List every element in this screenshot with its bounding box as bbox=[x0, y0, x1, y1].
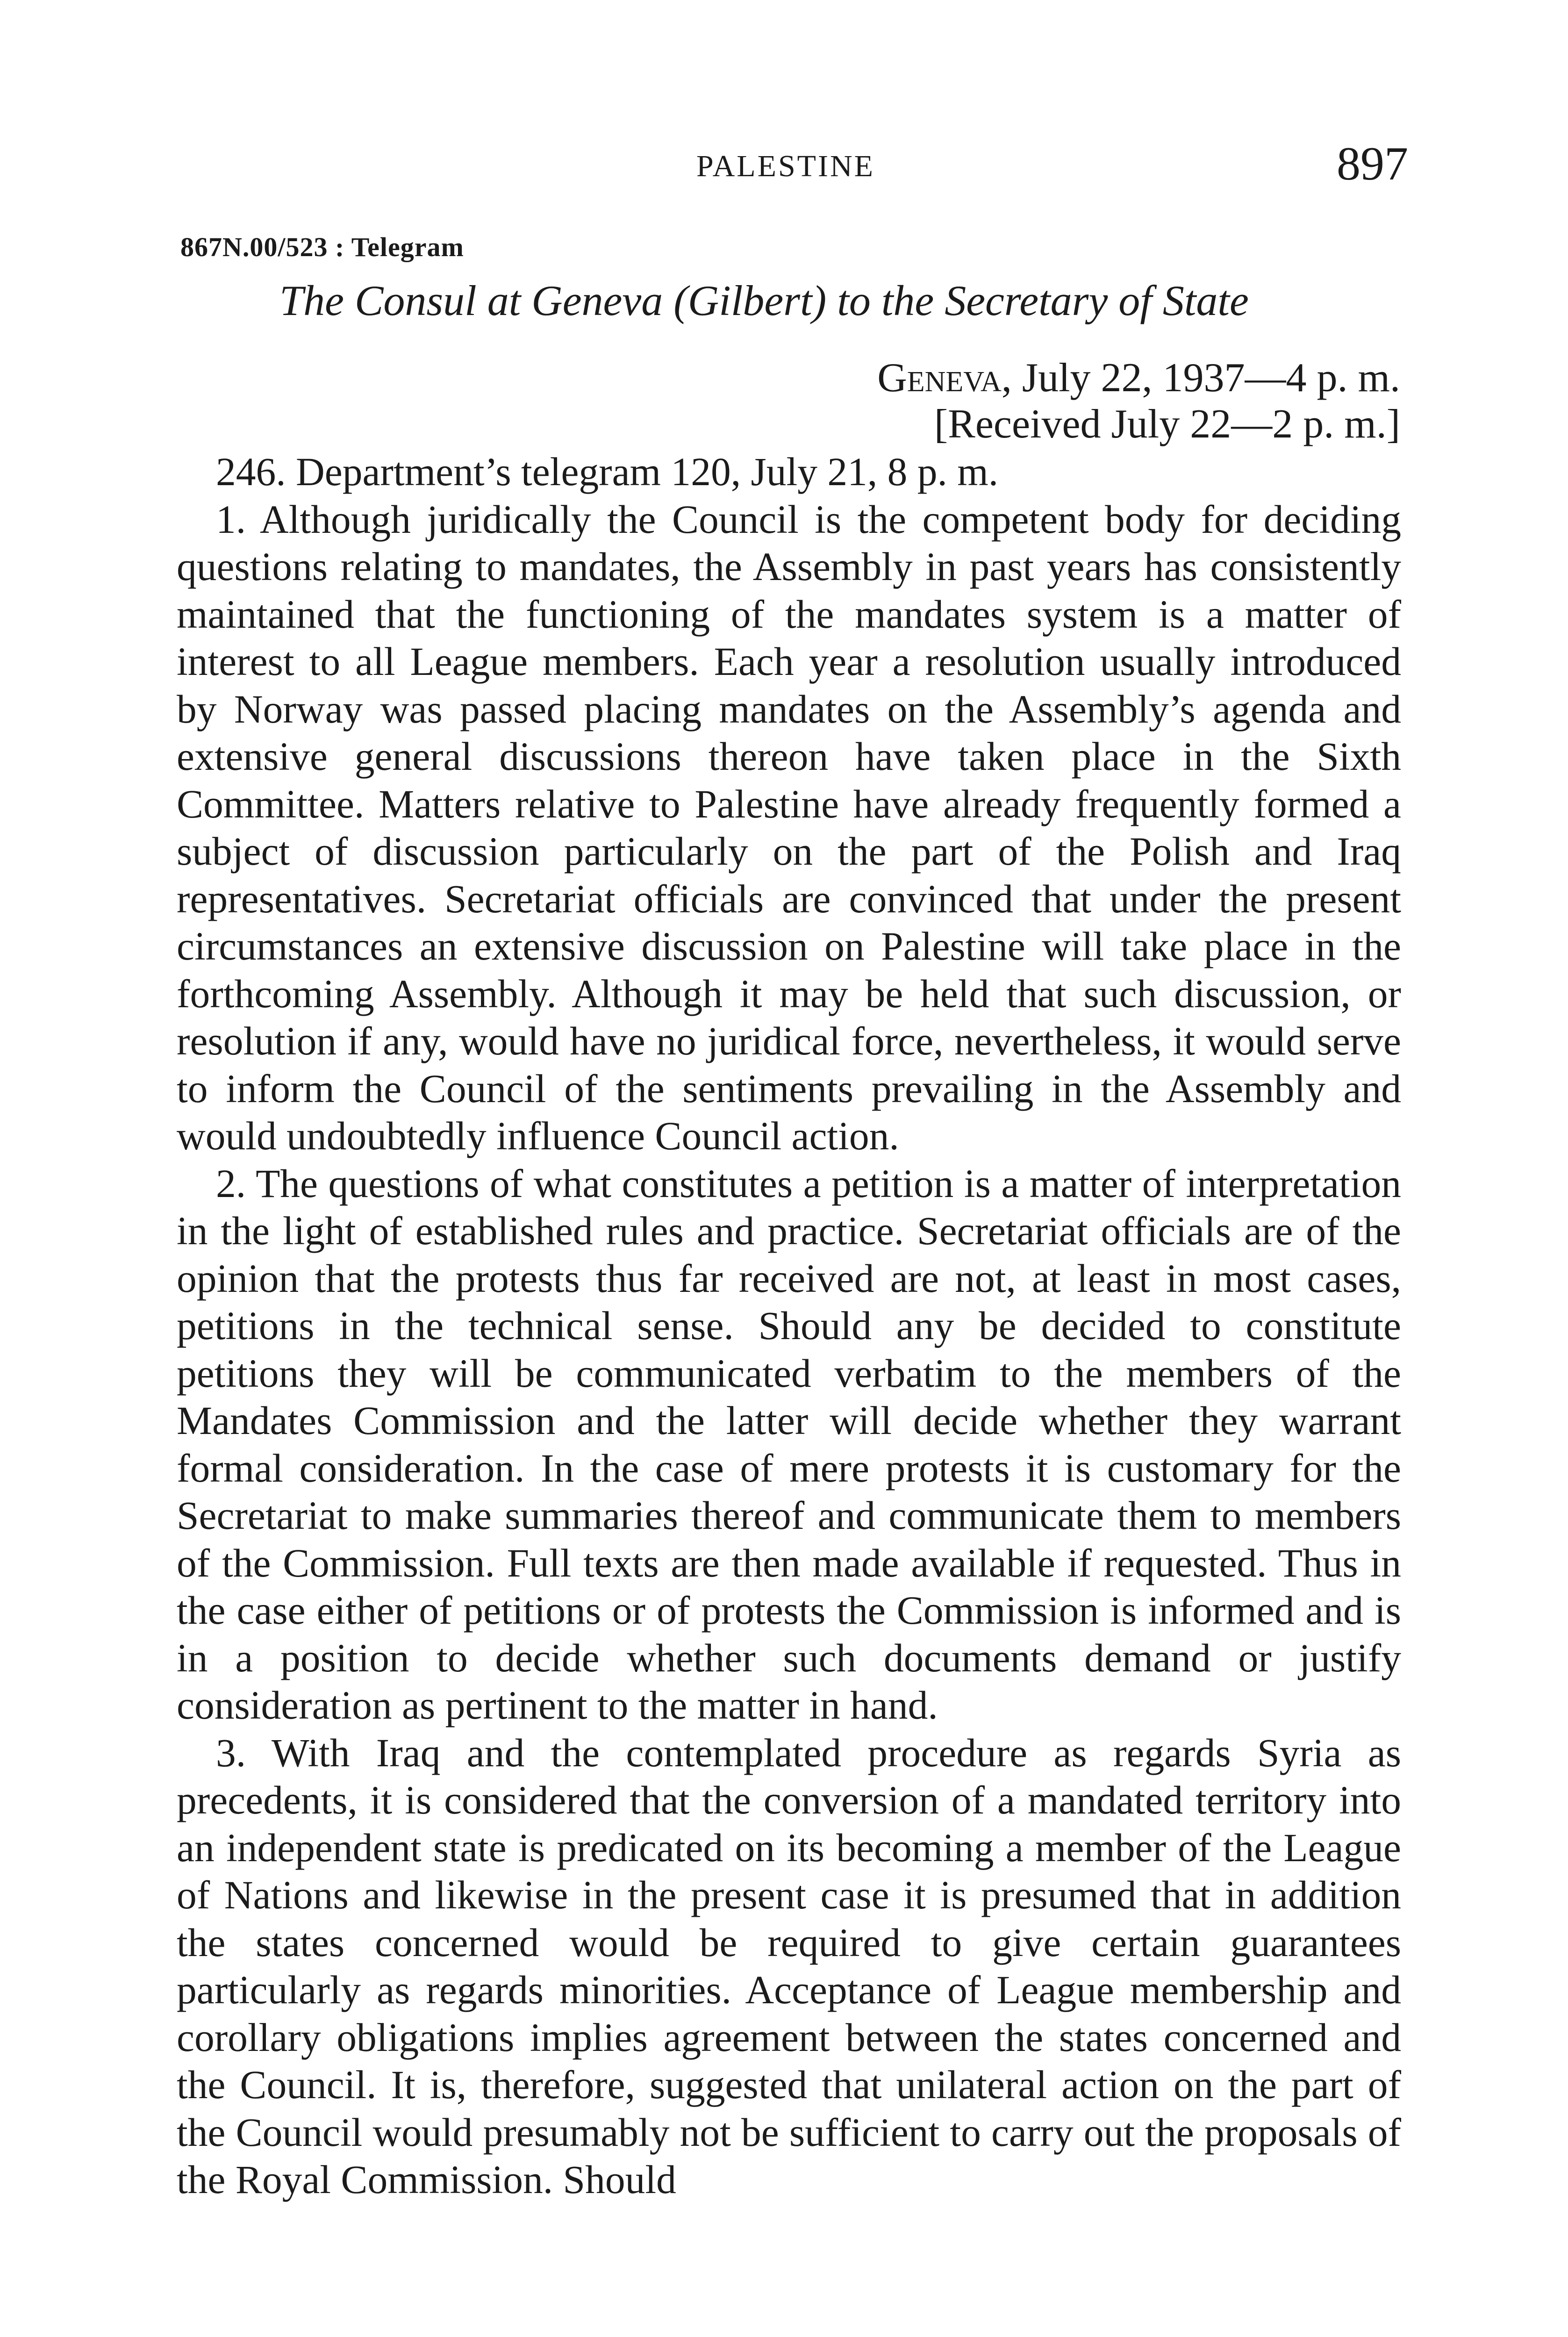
file-reference: 867N.00/523 : Telegram bbox=[180, 232, 464, 262]
paragraph-reference: 246. Department’s telegram 120, July 21, 8 p. m. bbox=[216, 450, 999, 494]
document-title: The Consul at Geneva (Gilbert) to the Secretary of State bbox=[279, 277, 1249, 324]
dateline-date: , July 22, 1937—4 p. m. bbox=[1001, 355, 1400, 401]
received-line: [Received July 22—2 p. m.] bbox=[934, 401, 1400, 447]
dateline-place: Geneva bbox=[877, 355, 1002, 401]
paragraph-1: 1. Although juridically the Council is the competent body for deciding questions relating to mandates, the Assembly in past years has consistently maintained that the functioning of the mandates system is a matter of interest to all League members. Each year a resolution usually introduced by Norway was passed placing mandates on the Assembly’s agenda and extensive general discussions thereon have taken place in the Sixth Committee. Matters relative to Palestine have already frequently formed a subject of discussion particularly on the part of the Polish and Iraq representatives. Secretariat officials are convinced that under the present circumstances an extensive discussion on Palestine will take place in the forthcoming Assembly. Although it may be held that such discussion, or resolution if any, would have no juridical force, nevertheless, it would serve to inform the Council of the sentiments prevailing in the Assembly and would undoubtedly influence Council action. bbox=[177, 497, 1401, 1158]
running-head: PALESTINE bbox=[696, 149, 875, 183]
paragraph-2: 2. The questions of what constitutes a petition is a matter of interpretation in the light of established rules and practice. Secretariat officials are of the opinion that the protests thus far received are not, at least in most cases, petitions in the technical sense. Should any be decided to constitute petitions they will be communicated verbatim to the members of the Mandates Commission and the latter will decide whether they warrant formal consideration. In the case of mere protests it is customary for the Secretariat to make summaries thereof and communicate them to members of the Commission. Full texts are then made available if requested. Thus in the case either of petitions or of protests the Commission is informed and is in a position to decide whether such documents demand or justify consideration as pertinent to the matter in hand. bbox=[177, 1161, 1401, 1728]
telegram-body bbox=[177, 449, 1401, 2204]
dateline bbox=[877, 354, 1400, 401]
paragraph-3: 3. With Iraq and the contemplated procedure as regards Syria as precedents, it is considered that the conversion of a mandated territory into an independent state is predicated on its becoming a member of the League of Nations and likewise in the present case it is presumed that in addition the states concerned would be required to give certain guarantees particularly as regards minorities. Acceptance of League membership and corollary obligations implies agreement between the states concerned and the Council. It is, therefore, suggested that unilateral action on the part of the Council would presumably not be sufficient to carry out the proposals of the Royal Commission. Should bbox=[177, 1731, 1401, 2202]
page-number: 897 bbox=[1337, 137, 1408, 190]
